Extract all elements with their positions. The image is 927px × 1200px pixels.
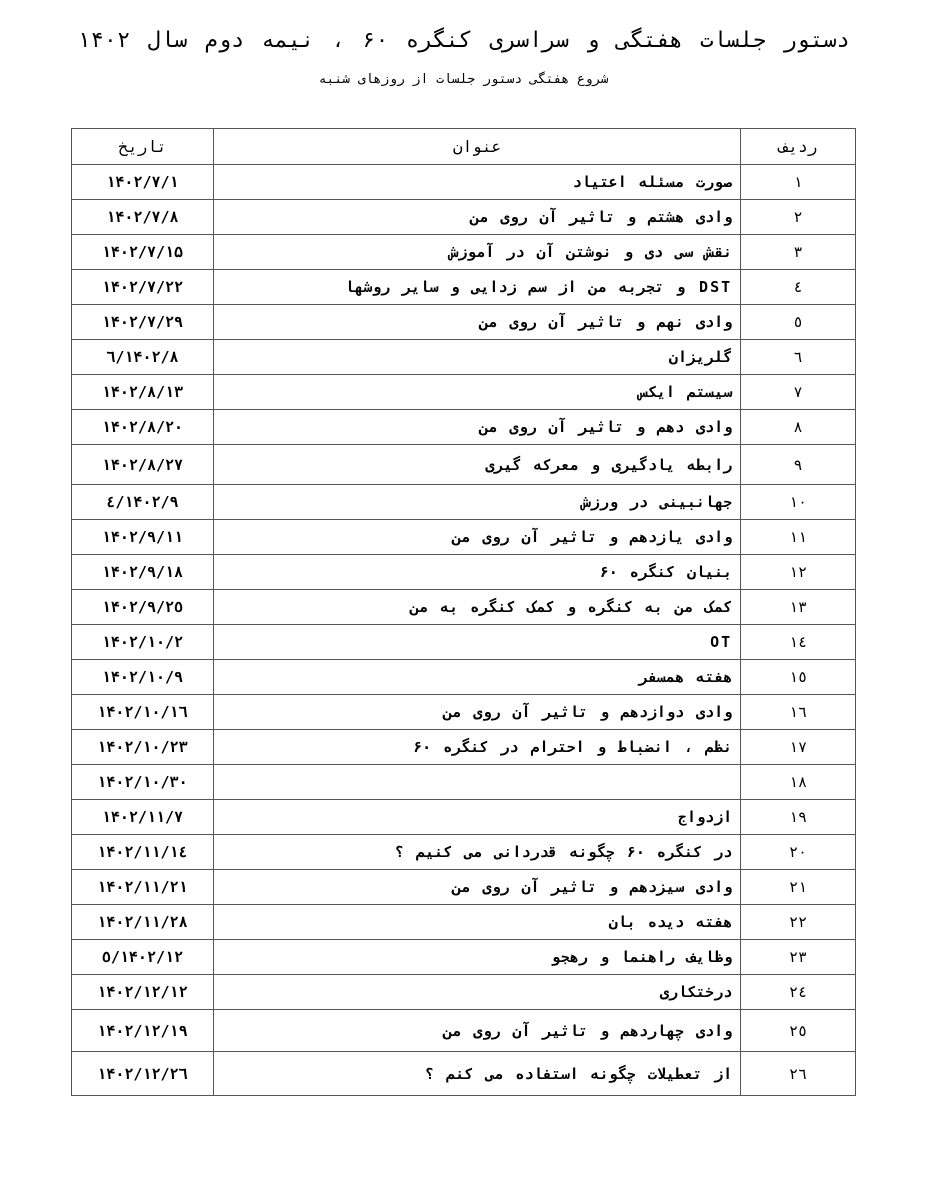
table-row	[72, 975, 856, 1010]
row-title: وادی هشتم و تاثیر آن روی من	[213, 200, 740, 235]
row-number: ۲٥	[741, 1010, 856, 1052]
row-number: ۱۳	[741, 590, 856, 625]
row-number: ۲	[741, 200, 856, 235]
table-row	[72, 555, 856, 590]
table-row	[72, 305, 856, 340]
row-number: ۲٤	[741, 975, 856, 1010]
row-date: ۱۴۰۲/۸/۲۰	[72, 410, 214, 445]
row-number: ۱۷	[741, 730, 856, 765]
row-date: ۱۴۰۲/۷/۲۲	[72, 270, 214, 305]
table-row	[72, 625, 856, 660]
row-date: ۱۴۰۲/۹/٤	[72, 485, 214, 520]
row-title: OT	[213, 625, 740, 660]
row-number: ۱۲	[741, 555, 856, 590]
row-title: وظایف راهنما و رهجو	[213, 940, 740, 975]
row-number: ۲۳	[741, 940, 856, 975]
table-row	[72, 765, 856, 800]
table-row	[72, 270, 856, 305]
row-title: درختکاری	[213, 975, 740, 1010]
row-title: هفته دیده بان	[213, 905, 740, 940]
table-row	[72, 410, 856, 445]
row-date: ۱۴۰۲/۱۱/۲۱	[72, 870, 214, 905]
row-title: ازدواج	[213, 800, 740, 835]
table-row	[72, 235, 856, 270]
row-date: ۱۴۰۲/۱۰/۲	[72, 625, 214, 660]
row-date: ۱۴۰۲/۹/۲٥	[72, 590, 214, 625]
row-title: نظم ، انضباط و احترام در کنگره ۶۰	[213, 730, 740, 765]
row-title: جهانبینی در ورزش	[213, 485, 740, 520]
row-number: ۱	[741, 165, 856, 200]
table-row	[72, 870, 856, 905]
row-date: ۱۴۰۲/۱۰/۹	[72, 660, 214, 695]
row-number: ١٤	[741, 625, 856, 660]
header-row-number: ردیف	[741, 129, 856, 165]
document-title: دستور جلسات هفتگی و سراسری کنگره ۶۰ ، نیمه دوم سال ۱۴۰۲	[77, 28, 850, 53]
row-date: ۱۴۰۲/۱۱/۲۸	[72, 905, 214, 940]
row-number: ۲۱	[741, 870, 856, 905]
row-title: صورت مسئله اعتیاد	[213, 165, 740, 200]
row-title: بنیان کنگره ۶۰	[213, 555, 740, 590]
row-date: ۱۴۰۲/۱۱/۷	[72, 800, 214, 835]
row-title: وادی چهاردهم و تاثیر آن روی من	[213, 1010, 740, 1052]
row-number: ۱۸	[741, 765, 856, 800]
table-row	[72, 165, 856, 200]
row-number: ۱۰	[741, 485, 856, 520]
row-number: ۲۰	[741, 835, 856, 870]
row-number: ۱٥	[741, 660, 856, 695]
table-row	[72, 375, 856, 410]
document-subtitle: شروع هفتگی دستور جلسات از روزهای شنبه	[318, 72, 609, 87]
row-number: ۱۹	[741, 800, 856, 835]
table-row	[72, 940, 856, 975]
row-date: ۱۴۰۲/۱۲/۱۹	[72, 1010, 214, 1052]
table-header-row	[72, 129, 856, 165]
row-title: وادی دوازدهم و تاثیر آن روی من	[213, 695, 740, 730]
row-date: ۱۴۰۲/۱۲/٥	[72, 940, 214, 975]
row-date: ۱۴۰۲/۱۱/۱٤	[72, 835, 214, 870]
row-date: ۱۴۰۲/۸/٦	[72, 340, 214, 375]
table-row	[72, 660, 856, 695]
table-row	[72, 485, 856, 520]
table-row	[72, 800, 856, 835]
row-number: ٦	[741, 340, 856, 375]
table-row	[72, 340, 856, 375]
row-date: ۱۴۰۲/۹/۱۱	[72, 520, 214, 555]
row-title: سیستم ایکس	[213, 375, 740, 410]
row-title: در کنگره ۶۰ چگونه قدردانی می کنیم ؟	[213, 835, 740, 870]
row-number: ۷	[741, 375, 856, 410]
table-row	[72, 520, 856, 555]
schedule-table	[71, 128, 856, 1096]
table-row	[72, 1052, 856, 1096]
row-number: ۹	[741, 445, 856, 485]
row-title: نقش سی دی و نوشتن آن در آموزش	[213, 235, 740, 270]
row-title: وادی دهم و تاثیر آن روی من	[213, 410, 740, 445]
row-date: ۱۴۰۲/۹/۱۸	[72, 555, 214, 590]
table-row	[72, 200, 856, 235]
row-number: ٤	[741, 270, 856, 305]
row-number: ۳	[741, 235, 856, 270]
header-date: تاریخ	[72, 129, 214, 165]
row-title	[213, 765, 740, 800]
row-date: ۱۴۰۲/۷/۱۵	[72, 235, 214, 270]
row-date: ۱۴۰۲/۱۲/۱۲	[72, 975, 214, 1010]
row-title: DST و تجربه من از سم زدایی و سایر روشها	[213, 270, 740, 305]
row-number: ۱٦	[741, 695, 856, 730]
table-row	[72, 1010, 856, 1052]
row-title: رابطه یادگیری و معرکه گیری	[213, 445, 740, 485]
row-title: وادی یازدهم و تاثیر آن روی من	[213, 520, 740, 555]
row-date: ۱۴۰۲/۸/۱۳	[72, 375, 214, 410]
row-number: ٥	[741, 305, 856, 340]
row-number: ۲۲	[741, 905, 856, 940]
row-number: ۱۱	[741, 520, 856, 555]
row-title: از تعطیلات چگونه استفاده می کنم ؟	[213, 1052, 740, 1096]
row-date: ۱۴۰۲/۷/۲۹	[72, 305, 214, 340]
table-row	[72, 905, 856, 940]
row-date: ۱۴۰۲/۷/۸	[72, 200, 214, 235]
row-title: وادی نهم و تاثیر آن روی من	[213, 305, 740, 340]
row-title: هفته همسفر	[213, 660, 740, 695]
row-number: ۸	[741, 410, 856, 445]
header-title: عنوان	[213, 129, 740, 165]
row-date: ۱۴۰۲/۱۰/۱٦	[72, 695, 214, 730]
row-date: ۱۴۰۲/۱۰/۲۳	[72, 730, 214, 765]
table-body	[72, 165, 856, 1096]
row-date: ۱۴۰۲/۸/۲۷	[72, 445, 214, 485]
row-number: ۲٦	[741, 1052, 856, 1096]
row-title: وادی سیزدهم و تاثیر آن روی من	[213, 870, 740, 905]
row-title: گلریزان	[213, 340, 740, 375]
table-row	[72, 445, 856, 485]
row-date: ۱۴۰۲/۱۰/۳۰	[72, 765, 214, 800]
table-row	[72, 695, 856, 730]
table-row	[72, 730, 856, 765]
row-date: ۱۴۰۲/۱۲/۲٦	[72, 1052, 214, 1096]
table-row	[72, 835, 856, 870]
table-row	[72, 590, 856, 625]
row-date: ۱۴۰۲/۷/۱	[72, 165, 214, 200]
row-title: کمک من به کنگره و کمک کنگره به من	[213, 590, 740, 625]
